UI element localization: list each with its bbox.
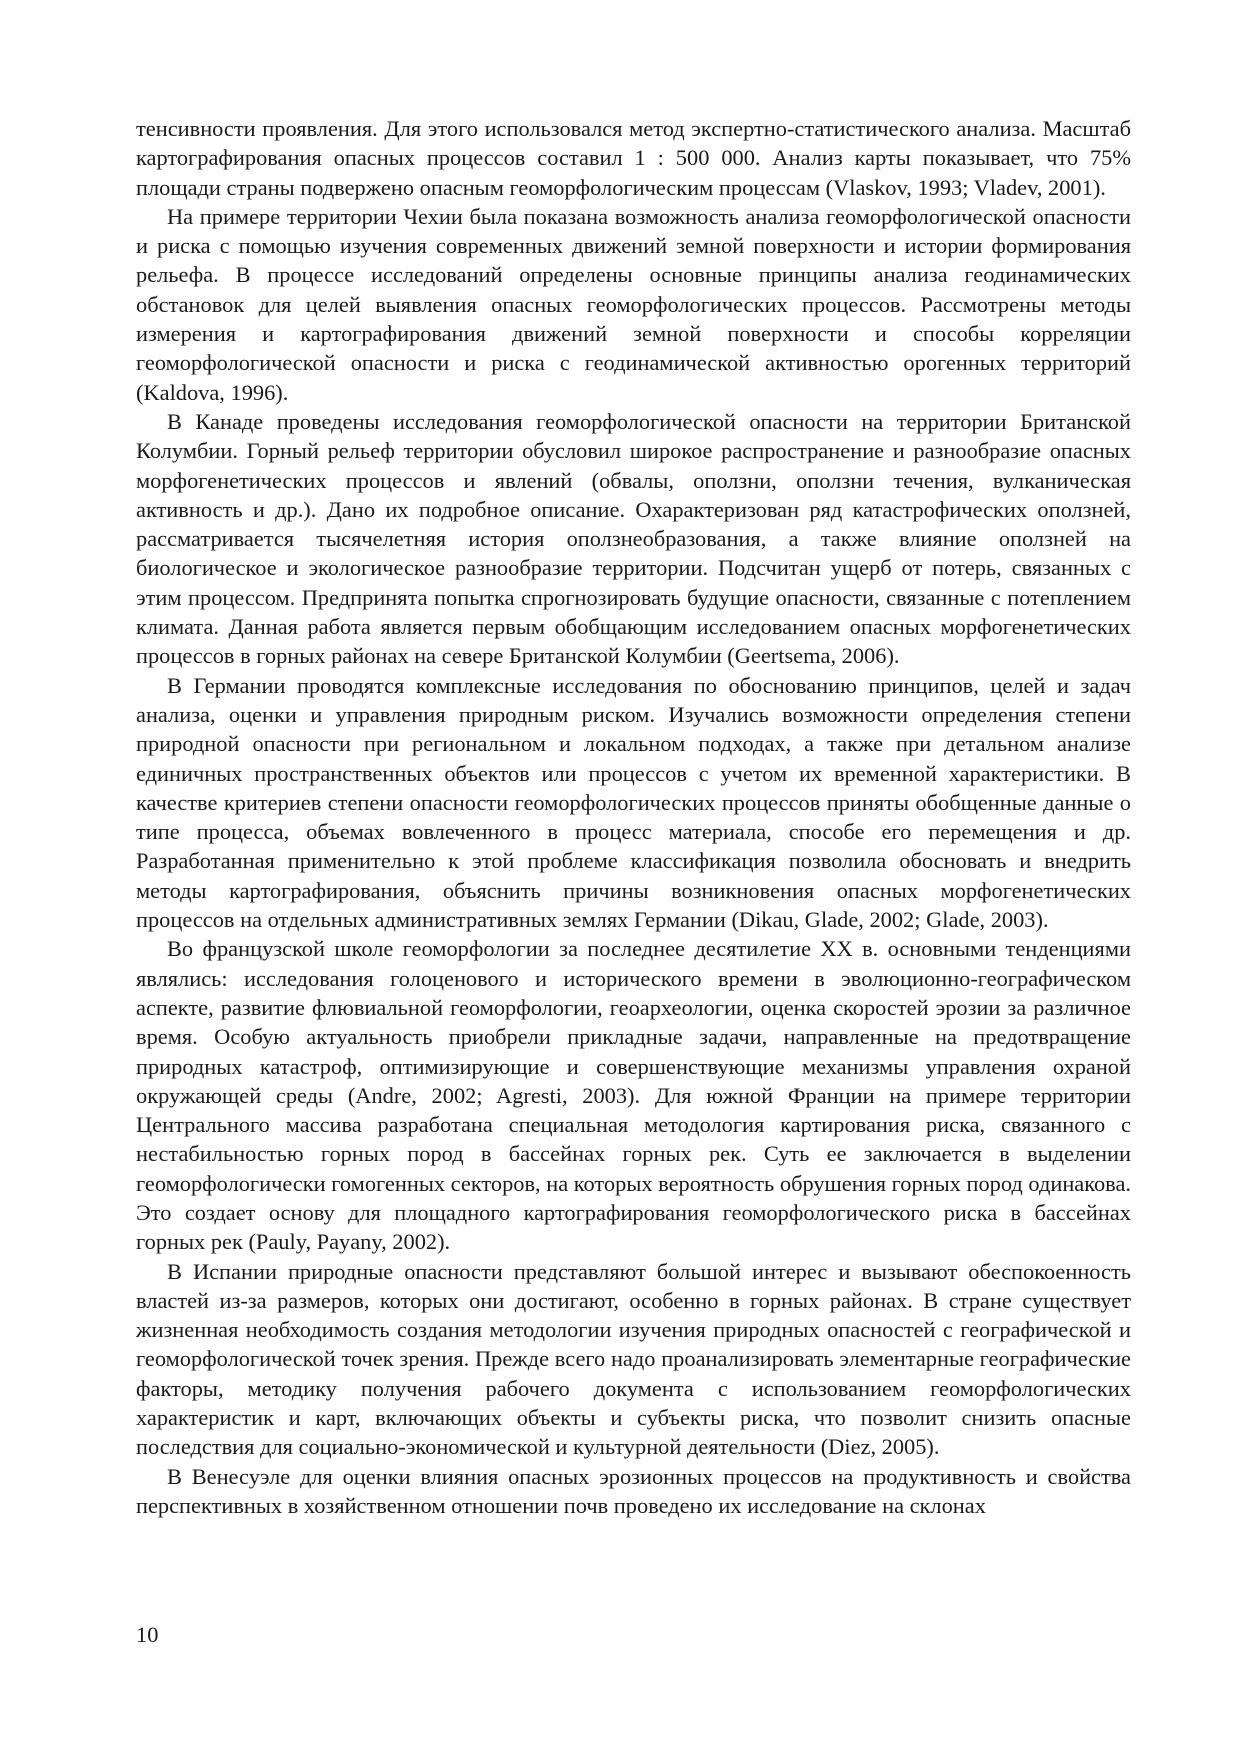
paragraph-venezuela: В Венесуэле для оценки влияния опасных эрозионных процессов на продуктивность и свойства перспективных в хозяйственном отношении почв проведено их исследование на склонах (136, 1463, 1131, 1518)
paragraph-france: Во французской школе геоморфологии за последнее десятилетие XX в. основными тенденциями являлись: исследования голоценового и исторического времени в эволюционно-географическом аспекте, развитие флювиальной геоморфологии, геоархеологии, оценка скоростей эрозии за различное время. Особую актуальность приобрели прикладные задачи, направленные на предотвращение природных катастроф, оптимизирующие и совершенствующие механизмы управления охраной окружающей среды (Andre, 2002; Agresti, 2003). Для южной Франции на примере территории Центрального массива разработана специальная методология картирования риска, связанного с нестабильностью горных пород в бассейнах горных рек. Суть ее заключается в выделении геоморфологически гомогенных секторов, на которых вероятность обрушения горных пород одинакова. Это создает основу для площадного картографирования геоморфологического риска в бассейнах горных рек (Pauly, Payany, 2002). (136, 936, 1131, 1255)
body-text (136, 114, 1131, 1520)
paragraph-czech: На примере территории Чехии была показана возможность анализа геоморфологической опасности и риска с помощью изучения современных движений земной поверхности и истории формирования рельефа. В процессе исследований определены основные принципы анализа геодинамических обстановок для целей выявления опасных геоморфологических процессов. Рассмотрены методы измерения и картографирования движений земной поверхности и способы корреляции геоморфологической опасности и риска с геодинамической активностью орогенных территорий (Kaldova, 1996). (136, 203, 1131, 405)
paragraph-germany: В Германии проводятся комплексные исследования по обоснованию принципов, целей и задач анализа, оценки и управления природным риском. Изучались возможности определения степени природной опасности при региональном и локальном подходах, а также при детальном анализе единичных пространственных объектов или процессов с учетом их временной характеристики. В качестве критериев степени опасности геоморфологических процессов приняты обобщенные данные о типе процесса, объемах вовлеченного в процесс материала, способе его перемещения и др. Разработанная применительно к этой проблеме классификация позволила обосновать и внедрить методы картографирования, объяснить причины возникновения опасных морфогенетических процессов на отдельных административных землях Германии (Dikau, Glade, 2002; Glade, 2003). (136, 672, 1131, 933)
paragraph-spain: В Испании природные опасности представляют большой интерес и вызывают обеспокоенность властей из-за размеров, которых они достигают, особенно в горных районах. В стране существует жизненная необходимость создания методологии изучения природных опасностей с географической и геоморфологической точек зрения. Прежде всего надо проанализировать элементарные географические факторы, методику получения рабочего документа с использованием геоморфологических характеристик и карт, включающих объекты и субъекты риска, что позволит снизить опасные последствия для социально-экономической и культурной деятельности (Diez, 2005). (136, 1258, 1131, 1460)
paragraph-canada: В Канаде проведены исследования геоморфологической опасности на территории Британской Колумбии. Горный рельеф территории обусловил широкое распространение и разнообразие опасных морфогенетических процессов и явлений (обвалы, оползни, оползни течения, вулканическая активность и др.). Дано их подробное описание. Охарактеризован ряд катастрофических оползней, рассматривается тысячелетняя история оползнеобразования, а также влияние оползней на биологическое и экологическое разнообразие территории. Подсчитан ущерб от потерь, связанных с этим процессом. Предпринята попытка спрогнозировать будущие опасности, связанные с потеплением климата. Данная работа является первым обобщающим исследованием опасных морфогенетических процессов в горных районах на севере Британской Колумбии (Geertsema, 2006). (136, 408, 1131, 669)
paragraph-continuation: тенсивности проявления. Для этого использовался метод экспертно-статистического анализа. Масштаб картографирования опасных процессов составил 1 : 500 000. Анализ карты показывает, что 75% площади страны подвержено опасным геоморфологическим процессам (Vlaskov, 1993; Vladev, 2001). (136, 116, 1131, 200)
page-number: 10 (136, 1622, 159, 1647)
